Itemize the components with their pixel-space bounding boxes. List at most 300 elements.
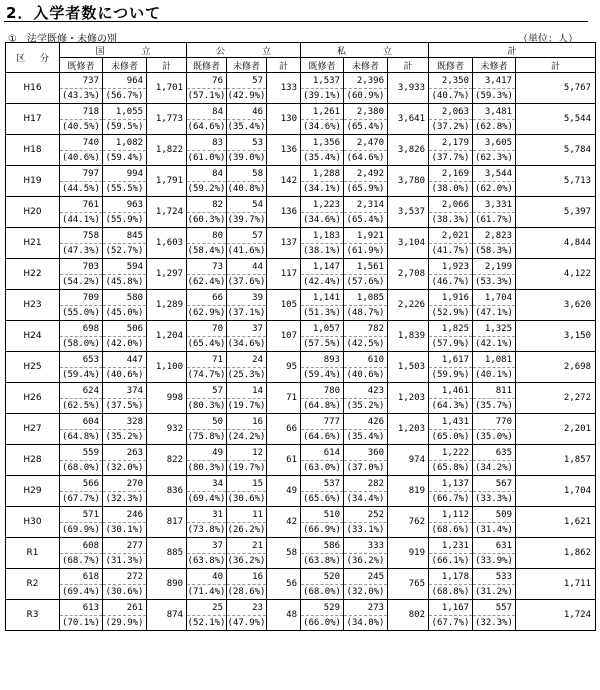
table-row: [6, 538, 596, 554]
cell-percent: (30.6%): [103, 585, 147, 600]
cell-count: 2,470: [344, 135, 388, 151]
table-row-percent: [6, 461, 596, 476]
cell-percent: (62.8%): [473, 120, 516, 135]
cell-count: 624: [60, 383, 103, 399]
cell-subtotal: 3,826: [388, 135, 429, 166]
table-row: [6, 135, 596, 151]
cell-percent: (32.3%): [473, 616, 516, 631]
cell-count: 15: [227, 476, 267, 492]
cell-count: 246: [103, 507, 147, 523]
cell-count: 994: [103, 166, 147, 182]
cell-percent: (70.1%): [60, 616, 103, 631]
cell-grand-total: 2,272: [516, 383, 596, 414]
cell-percent: (34.0%): [344, 616, 388, 631]
cell-subtotal: 1,701: [147, 73, 187, 104]
cell-percent: (37.6%): [227, 275, 267, 290]
cell-grand-total: 1,711: [516, 569, 596, 600]
cell-percent: (55.9%): [103, 213, 147, 228]
row-year-label: R3: [6, 600, 60, 631]
cell-subtotal: 762: [388, 507, 429, 538]
cell-count: 1,167: [429, 600, 473, 616]
cell-percent: (66.0%): [301, 616, 344, 631]
table-row: [6, 569, 596, 585]
row-year-label: R1: [6, 538, 60, 569]
cell-count: 1,178: [429, 569, 473, 585]
cell-subtotal: 2,226: [388, 290, 429, 321]
cell-grand-total: 5,544: [516, 104, 596, 135]
cell-percent: (35.4%): [227, 120, 267, 135]
cell-grand-total: 2,698: [516, 352, 596, 383]
cell-percent: (31.4%): [473, 523, 516, 538]
cell-percent: (39.0%): [227, 151, 267, 166]
cell-percent: (55.0%): [60, 306, 103, 321]
cell-percent: (69.4%): [60, 585, 103, 600]
cell-count: 718: [60, 104, 103, 120]
cell-percent: (42.0%): [103, 337, 147, 352]
cell-count: 1,916: [429, 290, 473, 306]
cell-count: 761: [60, 197, 103, 213]
cell-subtotal: 1,100: [147, 352, 187, 383]
table-row-percent: [6, 430, 596, 445]
cell-count: 12: [227, 445, 267, 461]
cell-percent: (66.7%): [429, 492, 473, 507]
cell-percent: (35.0%): [473, 430, 516, 445]
cell-percent: (25.3%): [227, 368, 267, 383]
table-row-percent: [6, 89, 596, 104]
cell-percent: (65.8%): [429, 461, 473, 476]
cell-count: 44: [227, 259, 267, 275]
cell-count: 57: [187, 383, 227, 399]
cell-count: 1,231: [429, 538, 473, 554]
row-year-label: H22: [6, 259, 60, 290]
table-row: [6, 104, 596, 120]
cell-percent: (47.9%): [227, 616, 267, 631]
cell-percent: (55.5%): [103, 182, 147, 197]
unit-label: （単位：人）: [518, 34, 578, 45]
subheader-kishu: 既修者: [429, 58, 473, 73]
table-row: [6, 321, 596, 337]
cell-percent: (65.4%): [187, 337, 227, 352]
cell-percent: (37.0%): [344, 461, 388, 476]
cell-count: 54: [227, 197, 267, 213]
table-row-percent: [6, 151, 596, 166]
cell-percent: (53.3%): [473, 275, 516, 290]
cell-count: 567: [473, 476, 516, 492]
cell-percent: (19.7%): [227, 461, 267, 476]
table-row: [6, 73, 596, 89]
row-year-label: H25: [6, 352, 60, 383]
cell-percent: (52.7%): [103, 244, 147, 259]
table-row-percent: [6, 616, 596, 631]
cell-count: 1,431: [429, 414, 473, 430]
cell-percent: (80.3%): [187, 399, 227, 414]
cell-count: 1,537: [301, 73, 344, 89]
cell-percent: (40.6%): [103, 368, 147, 383]
cell-percent: (68.0%): [301, 585, 344, 600]
subheader-kishu: 既修者: [60, 58, 103, 73]
cell-percent: (59.9%): [429, 368, 473, 383]
cell-subtotal: 874: [147, 600, 187, 631]
cell-subtotal: 822: [147, 445, 187, 476]
cell-subtotal: 932: [147, 414, 187, 445]
cell-percent: (63.0%): [301, 461, 344, 476]
group-header-private: 私 立: [301, 43, 429, 58]
cell-percent: (57.1%): [187, 89, 227, 104]
cell-subtotal: 49: [267, 476, 301, 507]
cell-percent: (43.3%): [60, 89, 103, 104]
row-year-label: H28: [6, 445, 60, 476]
cell-count: 631: [473, 538, 516, 554]
cell-count: 2,380: [344, 104, 388, 120]
cell-percent: (30.6%): [227, 492, 267, 507]
cell-subtotal: 836: [147, 476, 187, 507]
cell-percent: (59.5%): [103, 120, 147, 135]
cell-count: 709: [60, 290, 103, 306]
cell-count: 608: [60, 538, 103, 554]
cell-count: 964: [103, 73, 147, 89]
cell-count: 740: [60, 135, 103, 151]
cell-percent: (74.7%): [187, 368, 227, 383]
cell-percent: (42.5%): [344, 337, 388, 352]
cell-percent: (52.9%): [429, 306, 473, 321]
cell-count: 37: [187, 538, 227, 554]
table-row-percent: [6, 337, 596, 352]
subheader-kei: 計: [388, 58, 429, 73]
cell-percent: (69.4%): [187, 492, 227, 507]
cell-count: 282: [344, 476, 388, 492]
cell-count: 374: [103, 383, 147, 399]
cell-count: 16: [227, 414, 267, 430]
cell-percent: (61.9%): [344, 244, 388, 259]
cell-percent: (42.1%): [473, 337, 516, 352]
cell-grand-total: 1,862: [516, 538, 596, 569]
cell-subtotal: 3,537: [388, 197, 429, 228]
cell-percent: (37.7%): [429, 151, 473, 166]
cell-subtotal: 802: [388, 600, 429, 631]
cell-percent: (47.3%): [60, 244, 103, 259]
cell-percent: (64.8%): [301, 399, 344, 414]
cell-count: 2,396: [344, 73, 388, 89]
cell-percent: (59.4%): [103, 151, 147, 166]
cell-subtotal: 95: [267, 352, 301, 383]
cell-subtotal: 137: [267, 228, 301, 259]
cell-count: 1,222: [429, 445, 473, 461]
cell-grand-total: 4,844: [516, 228, 596, 259]
cell-percent: (67.7%): [429, 616, 473, 631]
cell-count: 1,261: [301, 104, 344, 120]
cell-percent: (65.6%): [301, 492, 344, 507]
cell-percent: (32.3%): [103, 492, 147, 507]
cell-percent: (69.9%): [60, 523, 103, 538]
subheader-kei: 計: [516, 58, 596, 73]
cell-count: 71: [187, 352, 227, 368]
cell-percent: (28.6%): [227, 585, 267, 600]
cell-count: 82: [187, 197, 227, 213]
cell-count: 70: [187, 321, 227, 337]
cell-percent: (35.2%): [103, 430, 147, 445]
cell-count: 50: [187, 414, 227, 430]
cell-percent: (34.1%): [301, 182, 344, 197]
cell-grand-total: 5,713: [516, 166, 596, 197]
cell-percent: (73.8%): [187, 523, 227, 538]
cell-percent: (58.3%): [473, 244, 516, 259]
cell-percent: (42.9%): [227, 89, 267, 104]
cell-count: 2,169: [429, 166, 473, 182]
cell-percent: (40.1%): [473, 368, 516, 383]
table-row: [6, 259, 596, 275]
cell-percent: (33.9%): [473, 554, 516, 569]
cell-percent: (56.7%): [103, 89, 147, 104]
subheader-mishu: 未修者: [344, 58, 388, 73]
row-year-label: H30: [6, 507, 60, 538]
cell-percent: (40.5%): [60, 120, 103, 135]
cell-percent: (57.5%): [301, 337, 344, 352]
table-row: [6, 383, 596, 399]
cell-count: 426: [344, 414, 388, 430]
cell-count: 49: [187, 445, 227, 461]
cell-subtotal: 71: [267, 383, 301, 414]
cell-subtotal: 817: [147, 507, 187, 538]
cell-subtotal: 130: [267, 104, 301, 135]
cell-percent: (40.6%): [344, 368, 388, 383]
cell-percent: (63.8%): [187, 554, 227, 569]
cell-percent: (44.5%): [60, 182, 103, 197]
cell-subtotal: 61: [267, 445, 301, 476]
cell-count: 37: [227, 321, 267, 337]
table-row-percent: [6, 182, 596, 197]
cell-percent: (35.4%): [344, 430, 388, 445]
subheader-kei: 計: [267, 58, 301, 73]
cell-count: 594: [103, 259, 147, 275]
cell-count: 1,081: [473, 352, 516, 368]
cell-percent: (34.6%): [301, 120, 344, 135]
row-year-label: H18: [6, 135, 60, 166]
cell-count: 604: [60, 414, 103, 430]
cell-subtotal: 1,203: [388, 383, 429, 414]
cell-count: 520: [301, 569, 344, 585]
cell-count: 57: [227, 228, 267, 244]
row-year-label: R2: [6, 569, 60, 600]
cell-count: 447: [103, 352, 147, 368]
cell-percent: (57.9%): [429, 337, 473, 352]
cell-percent: (64.6%): [187, 120, 227, 135]
cell-count: 252: [344, 507, 388, 523]
subheader-mishu: 未修者: [103, 58, 147, 73]
cell-count: 613: [60, 600, 103, 616]
cell-subtotal: 107: [267, 321, 301, 352]
cell-count: 16: [227, 569, 267, 585]
cell-percent: (45.8%): [103, 275, 147, 290]
group-header-public: 公 立: [187, 43, 301, 58]
table-row-percent: [6, 368, 596, 383]
cell-count: 698: [60, 321, 103, 337]
cell-percent: (45.0%): [103, 306, 147, 321]
cell-percent: (71.4%): [187, 585, 227, 600]
cell-percent: (39.1%): [301, 89, 344, 104]
row-year-label: H26: [6, 383, 60, 414]
cell-count: 963: [103, 197, 147, 213]
table-row-percent: [6, 492, 596, 507]
row-year-label: H27: [6, 414, 60, 445]
cell-count: 1,057: [301, 321, 344, 337]
cell-count: 2,199: [473, 259, 516, 275]
cell-percent: (41.6%): [227, 244, 267, 259]
cell-count: 1,825: [429, 321, 473, 337]
cell-subtotal: 2,708: [388, 259, 429, 290]
cell-percent: (62.5%): [60, 399, 103, 414]
cell-count: 537: [301, 476, 344, 492]
cell-percent: (64.8%): [60, 430, 103, 445]
cell-percent: (60.9%): [344, 89, 388, 104]
table-row: [6, 445, 596, 461]
cell-percent: (38.3%): [429, 213, 473, 228]
cell-percent: (54.2%): [60, 275, 103, 290]
cell-percent: (58.4%): [187, 244, 227, 259]
cell-percent: (40.8%): [227, 182, 267, 197]
cell-percent: (35.2%): [344, 399, 388, 414]
cell-count: 1,183: [301, 228, 344, 244]
cell-count: 1,356: [301, 135, 344, 151]
cell-count: 57: [227, 73, 267, 89]
cell-subtotal: 105: [267, 290, 301, 321]
cell-count: 653: [60, 352, 103, 368]
cell-percent: (42.4%): [301, 275, 344, 290]
cell-percent: (57.6%): [344, 275, 388, 290]
cell-percent: (65.4%): [344, 213, 388, 228]
cell-count: 1,288: [301, 166, 344, 182]
cell-percent: (61.0%): [187, 151, 227, 166]
cell-count: 1,325: [473, 321, 516, 337]
cell-percent: (60.3%): [187, 213, 227, 228]
table-row: [6, 290, 596, 306]
table-row: [6, 507, 596, 523]
cell-grand-total: 5,397: [516, 197, 596, 228]
title-underline: [4, 21, 588, 22]
cell-count: 40: [187, 569, 227, 585]
cell-count: 703: [60, 259, 103, 275]
cell-grand-total: 4,122: [516, 259, 596, 290]
cell-percent: (59.2%): [187, 182, 227, 197]
cell-percent: (48.7%): [344, 306, 388, 321]
cell-percent: (31.3%): [103, 554, 147, 569]
cell-count: 1,085: [344, 290, 388, 306]
cell-count: 25: [187, 600, 227, 616]
table-row: [6, 476, 596, 492]
cell-count: 1,617: [429, 352, 473, 368]
cell-count: 80: [187, 228, 227, 244]
cell-percent: (44.1%): [60, 213, 103, 228]
row-header-kubun: 区 分: [6, 43, 60, 73]
cell-percent: (34.2%): [473, 461, 516, 476]
cell-subtotal: 3,641: [388, 104, 429, 135]
cell-percent: (46.7%): [429, 275, 473, 290]
cell-subtotal: 1,822: [147, 135, 187, 166]
cell-count: 270: [103, 476, 147, 492]
cell-count: 53: [227, 135, 267, 151]
cell-percent: (37.1%): [227, 306, 267, 321]
cell-subtotal: 142: [267, 166, 301, 197]
cell-count: 3,417: [473, 73, 516, 89]
cell-percent: (68.8%): [429, 585, 473, 600]
cell-subtotal: 974: [388, 445, 429, 476]
cell-count: 83: [187, 135, 227, 151]
cell-percent: (36.2%): [227, 554, 267, 569]
cell-count: 782: [344, 321, 388, 337]
cell-count: 2,350: [429, 73, 473, 89]
cell-percent: (39.7%): [227, 213, 267, 228]
cell-percent: (65.9%): [344, 182, 388, 197]
table-row-percent: [6, 585, 596, 600]
cell-percent: (34.4%): [344, 492, 388, 507]
cell-count: 34: [187, 476, 227, 492]
cell-percent: (59.4%): [301, 368, 344, 383]
group-header-total: 計: [429, 43, 596, 58]
cell-subtotal: 890: [147, 569, 187, 600]
cell-count: 770: [473, 414, 516, 430]
cell-subtotal: 58: [267, 538, 301, 569]
cell-percent: (65.0%): [429, 430, 473, 445]
cell-subtotal: 133: [267, 73, 301, 104]
subheader-mishu: 未修者: [227, 58, 267, 73]
table-row-percent: [6, 244, 596, 259]
cell-count: 84: [187, 166, 227, 182]
cell-subtotal: 1,503: [388, 352, 429, 383]
cell-percent: (59.3%): [473, 89, 516, 104]
cell-grand-total: 1,724: [516, 600, 596, 631]
cell-subtotal: 3,933: [388, 73, 429, 104]
cell-percent: (40.7%): [429, 89, 473, 104]
cell-count: 3,544: [473, 166, 516, 182]
cell-subtotal: 3,104: [388, 228, 429, 259]
cell-percent: (61.7%): [473, 213, 516, 228]
group-header-national: 国 立: [60, 43, 187, 58]
table-row: [6, 166, 596, 182]
cell-percent: (59.4%): [60, 368, 103, 383]
table-body: [6, 73, 596, 631]
cell-count: 1,704: [473, 290, 516, 306]
cell-count: 797: [60, 166, 103, 182]
cell-count: 360: [344, 445, 388, 461]
cell-count: 571: [60, 507, 103, 523]
cell-percent: (32.0%): [344, 585, 388, 600]
cell-percent: (36.2%): [344, 554, 388, 569]
cell-count: 3,605: [473, 135, 516, 151]
cell-count: 557: [473, 600, 516, 616]
cell-count: 46: [227, 104, 267, 120]
table-row: [6, 414, 596, 430]
cell-count: 1,461: [429, 383, 473, 399]
cell-count: 272: [103, 569, 147, 585]
cell-subtotal: 136: [267, 197, 301, 228]
cell-percent: (62.4%): [187, 275, 227, 290]
cell-percent: (19.7%): [227, 399, 267, 414]
row-year-label: H21: [6, 228, 60, 259]
cell-subtotal: 885: [147, 538, 187, 569]
cell-subtotal: 1,204: [147, 321, 187, 352]
cell-count: 2,063: [429, 104, 473, 120]
cell-count: 529: [301, 600, 344, 616]
cell-count: 245: [344, 569, 388, 585]
cell-count: 273: [344, 600, 388, 616]
page-title: 2．入学者数について: [6, 4, 162, 22]
cell-count: 3,481: [473, 104, 516, 120]
cell-percent: (68.6%): [429, 523, 473, 538]
cell-count: 66: [187, 290, 227, 306]
subheader-kei: 計: [147, 58, 187, 73]
cell-percent: (33.1%): [344, 523, 388, 538]
table-row-percent: [6, 523, 596, 538]
cell-count: 2,179: [429, 135, 473, 151]
